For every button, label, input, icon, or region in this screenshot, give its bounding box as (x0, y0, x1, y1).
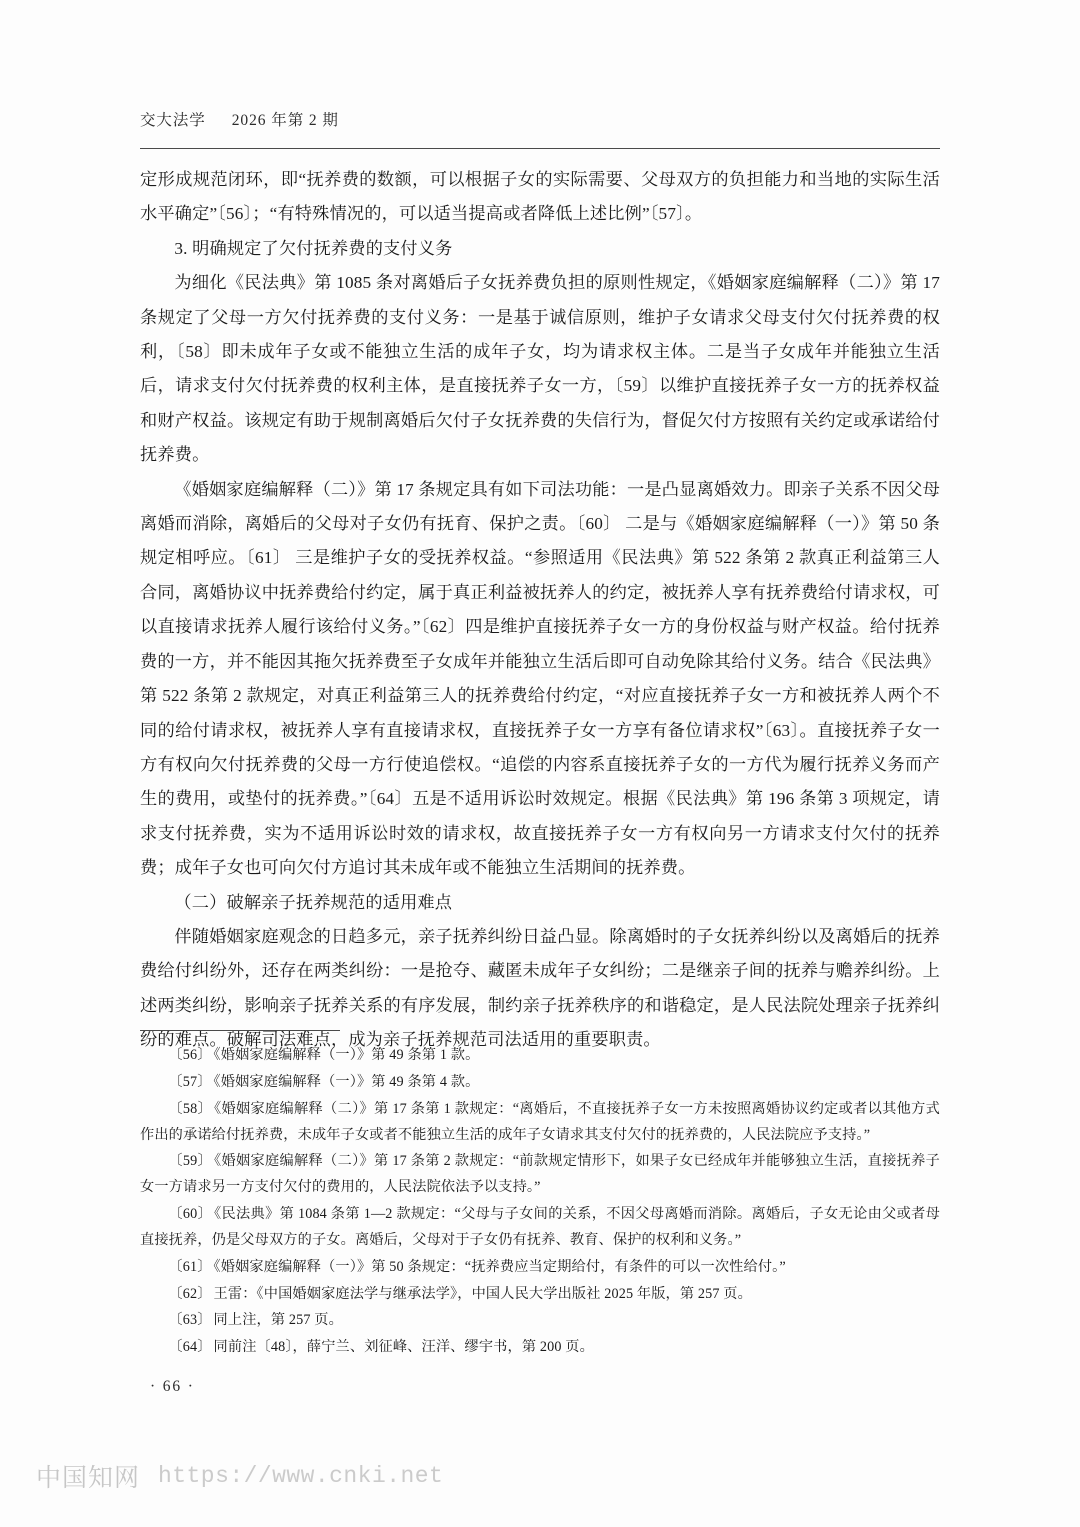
issue-label: 2026 年第 2 期 (231, 112, 339, 129)
footnote-item (140, 1070, 940, 1096)
footnote-text: 王雷：《中国婚姻家庭法学与继承法学》，中国人民大学出版社 2025 年版，第 257 页。 (213, 1285, 752, 1302)
footnote-item (140, 1335, 940, 1361)
footnote-number: 〔59〕 (168, 1153, 213, 1170)
page-content (140, 108, 940, 1058)
body-paragraph-1: 定形成规范闭环，即“抚养费的数额，可以根据子女的实际需要、父母双方的负担能力和当地的实际生活水平确定”〔56〕；“有特殊情况的，可以适当提高或者降低上述比例”〔57〕。 (140, 170, 940, 224)
footnote-text: 《婚姻家庭编解释（一）》第 49 条第 4 款。 (213, 1073, 480, 1090)
watermark (36, 1458, 443, 1494)
footnote-divider (140, 1030, 340, 1031)
journal-title: 交大法学 (140, 112, 206, 129)
footnote-number: 〔63〕 (168, 1312, 212, 1329)
footnote-text: 同上注，第 257 页。 (213, 1312, 343, 1329)
footnote-item (140, 1149, 940, 1201)
footnote-text: 《婚姻家庭编解释（二）》第 17 条第 1 款规定：“离婚后，不直接抚养子女一方未按照离婚协议约定或者以其他方式作出的承诺给付抚养费，未成年子女或者不能独立生活的成年子女请求其支付欠付的抚养费的，人民法院应予支持。” (140, 1100, 940, 1143)
footnote-item (140, 1255, 940, 1281)
footnote-number: 〔57〕 (168, 1073, 212, 1090)
body-paragraph-3: 《婚姻家庭编解释（二）》第 17 条规定具有如下司法功能：一是凸显离婚效力。即亲子关系不因父母离婚而消除，离婚后的父母对子女仍有抚育、保护之责。〔60〕 二是与《婚姻家庭编解释（一）》第 50 条规定相呼应。〔61〕 三是维护子女的受抚养权益。“参照适用《民法典》第 522 条第 2 款真正利益第三人合同，离婚协议中抚养费给付约定，属于真正利益被抚养人的约定，被抚养人享有抚养费给付请求权，可以直接请求抚养人履行该给付义务。”〔62〕四是维护直接抚养子女一方的身份权益与财产权益。给付抚养费的一方，并不能因其拖欠抚养费至子女成年并能独立生活后即可自动免除其给付义务。结合《民法典》第 522 条第 2 款规定，对真正利益第三人的抚养费给付约定，“对应直接抚养子女一方和被抚养人两个不同的给付请求权，被抚养人享有直接请求权，直接抚养子女一方享有备位请求权”〔63〕。直接抚养子女一方有权向欠付抚养费的父母一方行使追偿权。“追偿的内容系直接抚养子女的一方代为履行抚养义务而产生的费用，或垫付的抚养费。”〔64〕五是不适用诉讼时效规定。根据《民法典》第 196 条第 3 项规定，请求支付抚养费，实为不适用诉讼时效的请求权，故直接抚养子女一方有权向另一方请求支付欠付的抚养费；成年子女也可向欠付方追讨其未成年或不能独立生活期间的抚养费。 (140, 479, 940, 878)
footnote-item (140, 1308, 940, 1334)
watermark-cnki-label: 中国知网 (36, 1464, 141, 1492)
footnote-text: 《婚姻家庭编解释（二）》第 17 条第 2 款规定：“前款规定情形下，如果子女已经成年并能够独立生活，直接抚养子女一方请求另一方支付欠付的费用的，人民法院依法予以支持。” (140, 1153, 940, 1196)
footnote-text: 《婚姻家庭编解释（一）》第 49 条第 1 款。 (213, 1047, 480, 1063)
header-divider (140, 148, 940, 149)
watermark-url: https://www.cnki.net (158, 1463, 444, 1489)
footnote-text: 《婚姻家庭编解释（一）》第 50 条规定：“抚养费应当定期给付，有条件的可以一次性给付。” (213, 1258, 786, 1275)
footnote-number: 〔64〕 (168, 1339, 212, 1356)
page-number: · 66 · (150, 1378, 195, 1395)
footnote-text: 同前注〔48〕，薛宁兰、刘征峰、汪洋、缪宇书，第 200 页。 (213, 1339, 594, 1356)
footnote-item (140, 1097, 940, 1149)
footnote-number: 〔56〕 (168, 1047, 212, 1063)
footnote-item (140, 1282, 940, 1308)
footnote-number: 〔60〕 (168, 1206, 213, 1223)
footnote-text: 《民法典》第 1084 条第 1—2 款规定：“父母与子女间的关系，不因父母离婚而消除。离婚后，子女无论由父或者母直接抚养，仍是父母双方的子女。离婚后，父母对于子女仍有抚养、教育、保护的权利和义务。” (140, 1206, 940, 1248)
running-header (140, 108, 940, 130)
footnote-number: 〔58〕 (168, 1100, 213, 1117)
body-heading-3: 3. 明确规定了欠付抚养费的支付义务 (174, 238, 453, 258)
footnote-area (140, 1030, 940, 1362)
footnote-item (140, 1043, 940, 1069)
footnote-number: 〔62〕 (168, 1285, 212, 1302)
footnote-item (140, 1202, 940, 1254)
body-heading-section-2: （二）破解亲子抚养规范的适用难点 (174, 892, 453, 912)
body-paragraph-2: 为细化《民法典》第 1085 条对离婚后子女抚养费负担的原则性规定，《婚姻家庭编解释（二）》第 17 条规定了父母一方欠付抚养费的支付义务：一是基于诚信原则，维护子女请求父母支付欠付抚养费的权利，〔58〕即未成年子女或不能独立生活的成年子女，均为请求权主体。二是当子女成年并能独立生活后，请求支付欠付抚养费的权利主体，是直接抚养子女一方，〔59〕以维护直接抚养子女一方的抚养权益和财产权益。该规定有助于规制离婚后欠付子女抚养费的失信行为，督促欠付方按照有关约定或承诺给付抚养费。 (140, 273, 940, 465)
footnote-number: 〔61〕 (168, 1258, 212, 1275)
body-paragraph-4: 伴随婚姻家庭观念的日趋多元，亲子抚养纠纷日益凸显。除离婚时的子女抚养纠纷以及离婚后的抚养费给付纠纷外，还存在两类纠纷：一是抢夺、藏匿未成年子女纠纷；二是继亲子间的抚养与赡养纠纷。上述两类纠纷，影响亲子抚养关系的有序发展，制约亲子抚养秩序的和谐稳定，是人民法院处理亲子抚养纠纷的难点。破解司法难点，成为亲子抚养规范司法适用的重要职责。 (140, 926, 940, 1050)
